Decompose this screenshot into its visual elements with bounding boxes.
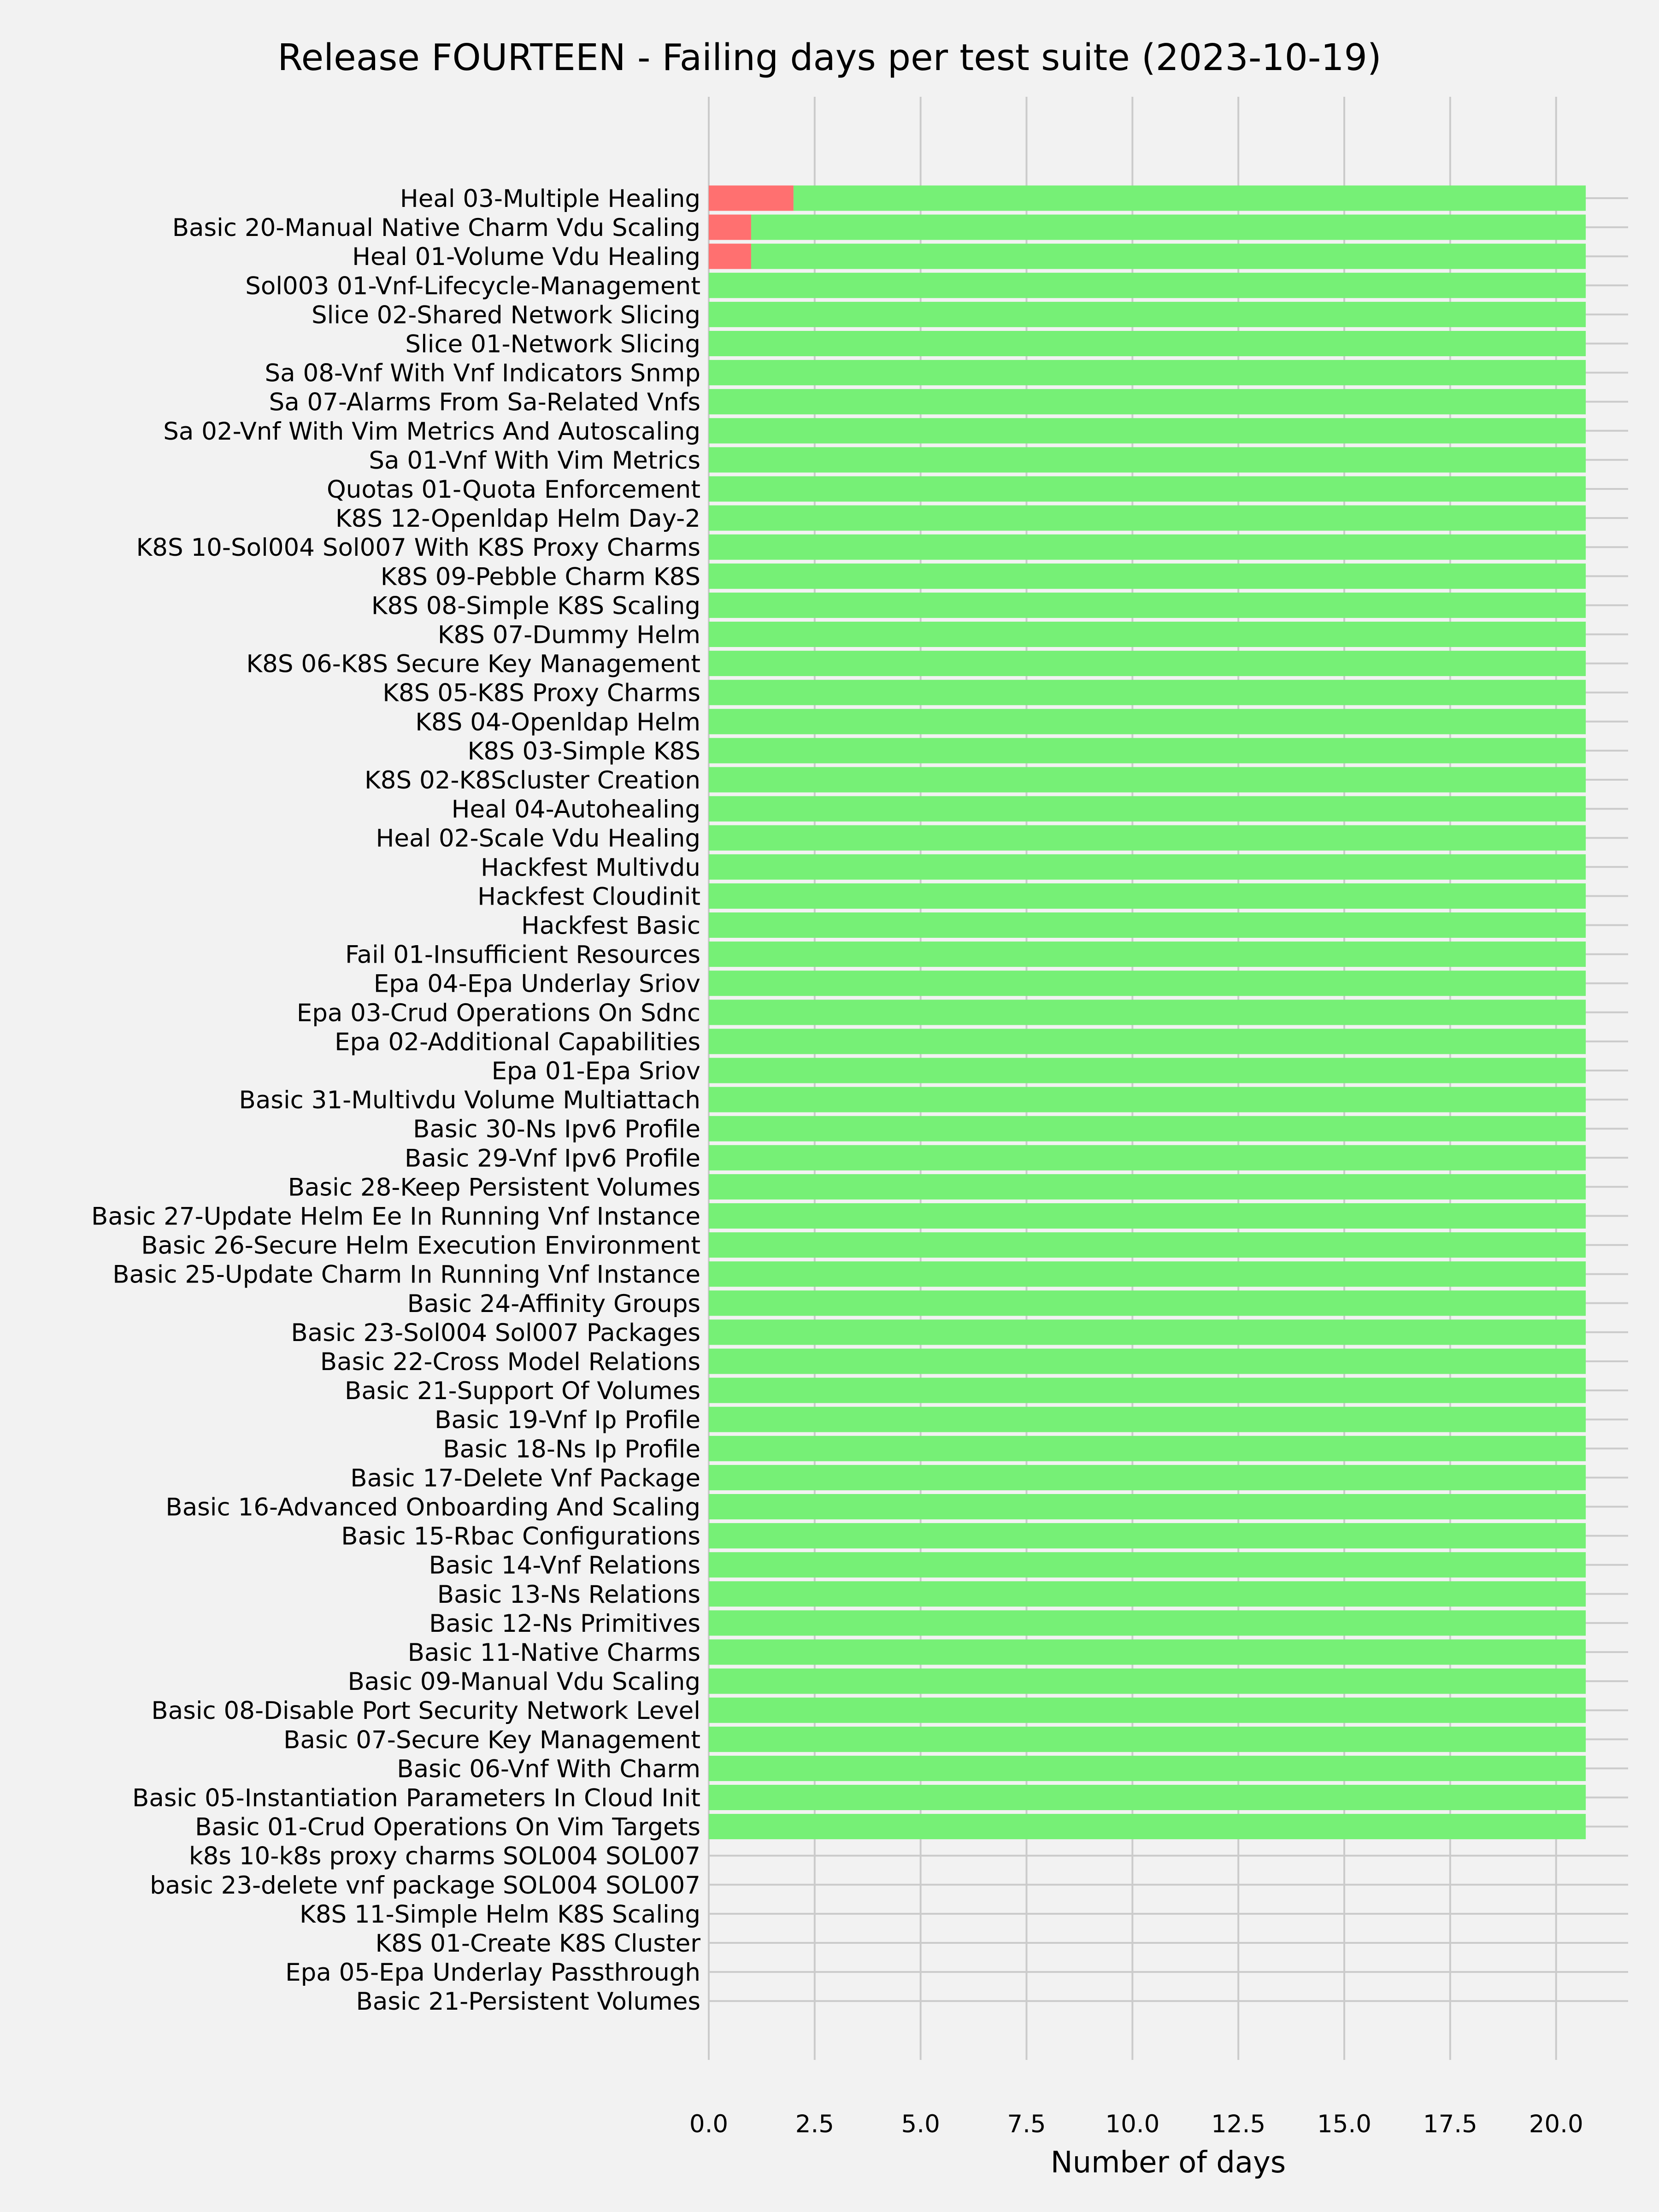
category-label: Epa 04-Epa Underlay Sriov [373, 970, 700, 998]
bar-passing [709, 1581, 1586, 1606]
bar-passing [709, 651, 1586, 676]
category-label: Heal 01-Volume Vdu Healing [352, 243, 700, 271]
category-label: Basic 13-Ns Relations [437, 1580, 700, 1609]
bar-passing [709, 1465, 1586, 1490]
bar-passing [709, 912, 1586, 938]
category-label: Basic 16-Advanced Onboarding And Scaling [165, 1493, 700, 1522]
category-label: Basic 11-Native Charms [407, 1639, 700, 1667]
bar-passing [751, 215, 1586, 240]
bar-passing [709, 418, 1586, 443]
bar-passing [709, 1145, 1586, 1171]
category-label: Slice 02-Shared Network Slicing [311, 301, 700, 329]
x-tick-label: 7.5 [1007, 2110, 1046, 2138]
category-label: Quotas 01-Quota Enforcement [327, 476, 700, 504]
category-label: K8S 09-Pebble Charm K8S [380, 563, 700, 591]
bar-passing [709, 1407, 1586, 1432]
category-label: Basic 15-Rbac Configurations [341, 1522, 700, 1551]
category-label: Basic 06-Vnf With Charm [397, 1755, 700, 1783]
category-label: Basic 24-Affinity Groups [407, 1289, 700, 1318]
category-label: Heal 02-Scale Vdu Healing [376, 824, 700, 853]
category-label: Epa 03-Crud Operations On Sdnc [296, 999, 700, 1027]
category-label: Basic 25-Update Charm In Running Vnf Instance [112, 1260, 700, 1289]
bar-passing [709, 767, 1586, 793]
category-label: Heal 03-Multiple Healing [400, 185, 700, 213]
bar-failing [709, 244, 751, 269]
bar-passing [709, 1814, 1586, 1839]
x-tick-label: 2.5 [795, 2110, 834, 2138]
category-label: K8S 11-Simple Helm K8S Scaling [300, 1900, 700, 1929]
x-tick-label: 17.5 [1423, 2110, 1477, 2138]
category-label: Basic 21-Persistent Volumes [356, 1988, 700, 2016]
x-tick-label: 0.0 [689, 2110, 729, 2138]
bar-passing [709, 825, 1586, 851]
category-label: Basic 17-Delete Vnf Package [350, 1464, 700, 1493]
bar-passing [709, 360, 1586, 385]
bar-passing [709, 535, 1586, 560]
bar-passing [709, 1087, 1586, 1112]
bar-passing [709, 622, 1586, 647]
bar-passing [709, 1203, 1586, 1229]
x-axis-title: Number of days [1050, 2146, 1286, 2180]
bar-passing [794, 186, 1586, 211]
bar-passing [709, 1378, 1586, 1403]
category-label: Basic 01-Crud Operations On Vim Targets [195, 1813, 700, 1841]
bar-passing [709, 1174, 1586, 1200]
bar-passing [709, 1552, 1586, 1577]
x-tick-label: 12.5 [1211, 2110, 1266, 2138]
x-tick-label: 15.0 [1317, 2110, 1372, 2138]
bar-passing [709, 1232, 1586, 1258]
category-label: Epa 01-Epa Sriov [491, 1057, 700, 1085]
bar-passing [709, 506, 1586, 531]
bar-passing [709, 593, 1586, 618]
category-label: Basic 20-Manual Native Charm Vdu Scaling [172, 214, 700, 242]
category-label: Epa 05-Epa Underlay Passthrough [285, 1959, 700, 1987]
bar-passing [709, 1727, 1586, 1752]
bar-passing [709, 854, 1586, 880]
category-label: K8S 10-Sol004 Sol007 With K8S Proxy Charms [136, 534, 700, 562]
bar-failing [709, 186, 794, 211]
bar-passing [709, 1698, 1586, 1723]
category-label: Basic 08-Disable Port Security Network Level [151, 1697, 700, 1725]
category-label: Basic 14-Vnf Relations [429, 1551, 700, 1580]
bar-passing [709, 273, 1586, 298]
category-label: K8S 05-K8S Proxy Charms [382, 679, 700, 707]
category-label: Hackfest Multivdu [481, 853, 700, 882]
category-label: Basic 18-Ns Ip Profile [443, 1435, 700, 1464]
bar-passing [709, 796, 1586, 822]
bar-passing [709, 302, 1586, 327]
bar-passing [709, 1290, 1586, 1316]
category-label: Sa 07-Alarms From Sa-Related Vnfs [269, 388, 700, 417]
category-label: Sa 08-Vnf With Vnf Indicators Snmp [265, 359, 700, 388]
bar-passing [709, 738, 1586, 763]
category-label: K8S 08-Simple K8S Scaling [371, 592, 700, 620]
bar-passing [709, 883, 1586, 909]
bars [709, 186, 1586, 1840]
category-label: K8S 06-K8S Secure Key Management [246, 650, 700, 678]
bar-passing [709, 477, 1586, 502]
bar-passing [709, 331, 1586, 356]
x-tick-label: 5.0 [901, 2110, 940, 2138]
category-label: Basic 28-Keep Persistent Volumes [288, 1173, 700, 1202]
category-label: Basic 09-Manual Vdu Scaling [347, 1668, 700, 1696]
category-label: K8S 04-Openldap Helm [415, 708, 700, 736]
category-label: Slice 01-Network Slicing [405, 330, 700, 359]
category-label: Basic 27-Update Helm Ee In Running Vnf Instance [91, 1202, 700, 1231]
bar-passing [709, 1029, 1586, 1054]
category-label: Basic 07-Secure Key Management [283, 1726, 700, 1754]
category-label: Epa 02-Additional Capabilities [335, 1028, 700, 1056]
category-label: Basic 05-Instantiation Parameters In Cloud Init [132, 1784, 700, 1812]
category-label: Basic 19-Vnf Ip Profile [435, 1406, 700, 1435]
bar-passing [709, 971, 1586, 996]
bar-passing [709, 1349, 1586, 1374]
bar-passing [709, 1261, 1586, 1287]
bar-passing [709, 1000, 1586, 1025]
category-label: Sa 01-Vnf With Vim Metrics [369, 446, 700, 475]
category-label: Basic 22-Cross Model Relations [320, 1348, 700, 1376]
bar-passing [709, 447, 1586, 472]
category-labels [91, 185, 700, 2016]
category-label: Basic 23-Sol004 Sol007 Packages [291, 1318, 700, 1347]
bar-passing [709, 1610, 1586, 1635]
bar-passing [709, 1756, 1586, 1781]
category-label: basic 23-delete vnf package SOL004 SOL007 [150, 1871, 700, 1900]
category-label: Basic 31-Multivdu Volume Multiattach [239, 1086, 700, 1115]
category-label: Basic 29-Vnf Ipv6 Profile [405, 1144, 700, 1173]
category-label: K8S 07-Dummy Helm [437, 621, 700, 649]
x-tick-labels [689, 2110, 1583, 2138]
bar-passing [709, 564, 1586, 589]
category-label: Basic 30-Ns Ipv6 Profile [413, 1115, 700, 1144]
x-tick-label: 20.0 [1529, 2110, 1583, 2138]
bar-passing [709, 1785, 1586, 1810]
category-label: Basic 12-Ns Primitives [429, 1609, 700, 1638]
category-label: K8S 01-Create K8S Cluster [375, 1930, 700, 1958]
bar-passing [709, 1669, 1586, 1694]
bar-passing [709, 1436, 1586, 1461]
bar-passing [709, 1116, 1586, 1141]
category-label: Sol003 01-Vnf-Lifecycle-Management [245, 272, 700, 300]
category-label: Fail 01-Insufficient Resources [345, 941, 700, 969]
bar-passing [709, 389, 1586, 414]
bar-passing [751, 244, 1586, 269]
bar-passing [709, 1640, 1586, 1665]
category-label: K8S 12-Openldap Helm Day-2 [335, 505, 700, 533]
category-label: Sa 02-Vnf With Vim Metrics And Autoscaling [163, 417, 700, 446]
category-label: Hackfest Cloudinit [477, 882, 700, 911]
bar-passing [709, 1319, 1586, 1345]
chart-title: Release FOURTEEN - Failing days per test suite (2023-10-19) [277, 36, 1382, 79]
bar-failing [709, 215, 751, 240]
category-label: Basic 21-Support Of Volumes [344, 1377, 700, 1406]
category-label: K8S 03-Simple K8S [467, 737, 700, 765]
category-label: K8S 02-K8Scluster Creation [365, 766, 700, 794]
category-label: Hackfest Basic [521, 912, 700, 940]
bar-passing [709, 1494, 1586, 1519]
x-tick-label: 10.0 [1105, 2110, 1160, 2138]
bar-passing [709, 680, 1586, 705]
category-label: Heal 04-Autohealing [451, 795, 700, 824]
bar-passing [709, 1523, 1586, 1548]
category-label: k8s 10-k8s proxy charms SOL004 SOL007 [188, 1842, 700, 1871]
bar-passing [709, 1058, 1586, 1083]
bar-passing [709, 941, 1586, 967]
bar-passing [709, 709, 1586, 734]
category-label: Basic 26-Secure Helm Execution Environment [141, 1231, 700, 1260]
